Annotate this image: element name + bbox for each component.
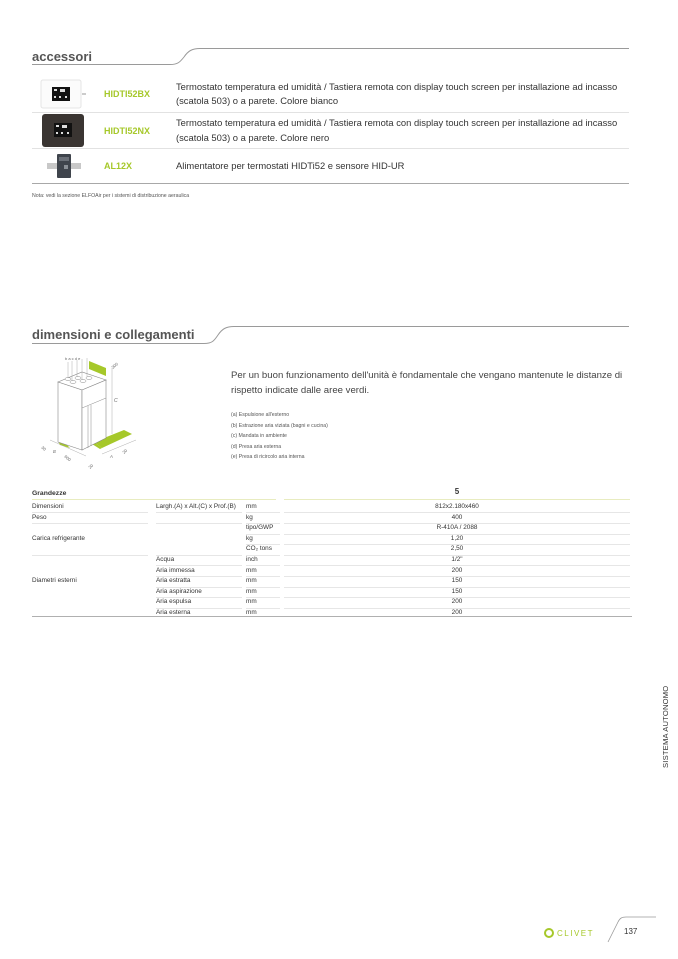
accessories-table bbox=[32, 76, 629, 184]
spec-value: 150 bbox=[451, 587, 463, 595]
svg-text:b a c d e: b a c d e bbox=[65, 356, 81, 361]
spec-group: Peso bbox=[32, 513, 47, 521]
spec-parameter bbox=[156, 513, 242, 523]
accessory-code: AL12X bbox=[104, 161, 133, 171]
spec-row bbox=[32, 576, 632, 586]
spec-parameter: Aria aspirazione bbox=[156, 587, 202, 595]
accessory-description: Termostato temperatura ed umidità / Tastiera remota con display touch screen per installazione ad incasso (scatola 503) o a parete. Colore nero bbox=[176, 117, 618, 143]
spec-unit: mm bbox=[246, 598, 257, 606]
svg-text:C: C bbox=[114, 398, 118, 404]
spec-row bbox=[32, 534, 632, 544]
spec-row bbox=[32, 513, 632, 523]
spec-unit: mm bbox=[246, 609, 257, 616]
spec-row bbox=[32, 597, 632, 607]
svg-text:600: 600 bbox=[63, 453, 72, 463]
spec-value: 2,50 bbox=[450, 545, 464, 553]
spec-value: 400 bbox=[451, 513, 463, 521]
legend-item: (a) Espulsione all'esterno bbox=[231, 412, 290, 418]
spec-row bbox=[32, 523, 632, 533]
spec-parameter: Largh.(A) x Alt.(C) x Prof.(B) bbox=[156, 503, 236, 510]
spec-group: Dimensioni bbox=[32, 503, 64, 510]
section-title: accessori bbox=[32, 49, 92, 64]
spec-value: R-410A / 2088 bbox=[436, 524, 478, 532]
spec-value: 200 bbox=[451, 566, 463, 574]
accessory-code: HIDTI52NX bbox=[104, 125, 151, 136]
legend-item: (d) Presa aria esterna bbox=[231, 443, 282, 450]
spec-parameter: Aria esterna bbox=[156, 609, 191, 616]
spec-header-size: 5 bbox=[454, 487, 460, 496]
accessory-row bbox=[32, 149, 629, 184]
section-header-dimensions bbox=[32, 322, 630, 346]
spec-value: 1/2" bbox=[451, 556, 463, 563]
spec-row bbox=[32, 544, 632, 554]
accessory-description: Alimentatore per termostati HIDTi52 e sensore HID-UR bbox=[176, 159, 405, 171]
spec-parameter: Aria immessa bbox=[156, 566, 195, 574]
spec-unit: mm bbox=[246, 503, 257, 510]
spec-row bbox=[32, 566, 632, 576]
accessory-row bbox=[32, 76, 629, 113]
spec-unit: mm bbox=[246, 577, 257, 585]
side-section-label: SISTEMA AUTONOMO bbox=[661, 685, 670, 768]
spec-parameter: Aria estratta bbox=[156, 577, 191, 585]
spec-group: Carica refrigerante bbox=[32, 534, 85, 542]
section-header-accessories bbox=[32, 44, 630, 68]
spec-value: 150 bbox=[451, 577, 463, 585]
footnote: Nota: vedi la sezione ELFOAir per i sistemi di distribuzione aeraulica bbox=[32, 193, 190, 199]
spec-value: 812x2.180x460 bbox=[435, 503, 479, 510]
unit-dimension-diagram bbox=[36, 352, 136, 472]
svg-text:B: B bbox=[53, 449, 56, 454]
thermostat-black-icon bbox=[32, 114, 96, 147]
spec-value: 200 bbox=[451, 598, 463, 606]
spec-unit: kg bbox=[246, 534, 253, 542]
legend-item: (e) Presa di ricircolo aria interna bbox=[231, 454, 305, 461]
accessory-code: HIDTI52BX bbox=[104, 89, 151, 99]
legend-item: (c) Mandata in ambiente bbox=[231, 433, 287, 440]
spec-row bbox=[32, 555, 632, 565]
spec-parameter: Acqua bbox=[156, 556, 175, 563]
connection-legend bbox=[231, 410, 328, 463]
page-number: 137 bbox=[624, 927, 638, 936]
svg-text:20: 20 bbox=[121, 447, 129, 455]
brand-name: CLIVET bbox=[557, 928, 595, 938]
spec-group: Diametri esterni bbox=[32, 577, 77, 585]
spec-header-label: Grandezze bbox=[32, 490, 67, 497]
spec-unit: inch bbox=[246, 556, 258, 563]
spec-unit: mm bbox=[246, 566, 257, 574]
spec-unit: mm bbox=[246, 587, 257, 595]
brand-logo-icon bbox=[544, 928, 554, 938]
spec-value: 200 bbox=[451, 609, 463, 616]
spec-row bbox=[32, 587, 632, 597]
accessory-row bbox=[32, 113, 629, 149]
svg-text:30: 30 bbox=[40, 444, 48, 452]
legend-item: (b) Estrazione aria viziata (bagni e cucina) bbox=[231, 422, 328, 429]
thermostat-white-icon bbox=[32, 79, 96, 109]
spec-unit: tipo/GWP bbox=[246, 524, 274, 532]
section-title: dimensioni e collegamenti bbox=[32, 327, 195, 342]
spec-table-header bbox=[32, 488, 632, 500]
spec-value: 1,20 bbox=[450, 534, 464, 542]
accessory-description: Termostato temperatura ed umidità / Tastiera remota con display touch screen per installazione ad incasso (scatola 503) o a parete. Colore bianco bbox=[176, 80, 618, 106]
spec-row bbox=[32, 502, 632, 512]
spec-parameter: Aria espulsa bbox=[156, 598, 192, 606]
power-supply-icon bbox=[32, 151, 96, 181]
intro-text: Per un buon funzionamento dell'unità è fondamentale che vengano mantenute le distanze di rispetto indicate dalle aree verdi. bbox=[231, 370, 623, 396]
header-divider-line bbox=[32, 44, 630, 68]
spec-unit: CO₂ tons bbox=[246, 545, 272, 553]
svg-text:20: 20 bbox=[87, 462, 95, 470]
svg-text:A: A bbox=[110, 454, 113, 459]
svg-text:300: 300 bbox=[110, 361, 120, 370]
brand-logo bbox=[544, 928, 594, 938]
spec-unit: kg bbox=[246, 513, 253, 521]
